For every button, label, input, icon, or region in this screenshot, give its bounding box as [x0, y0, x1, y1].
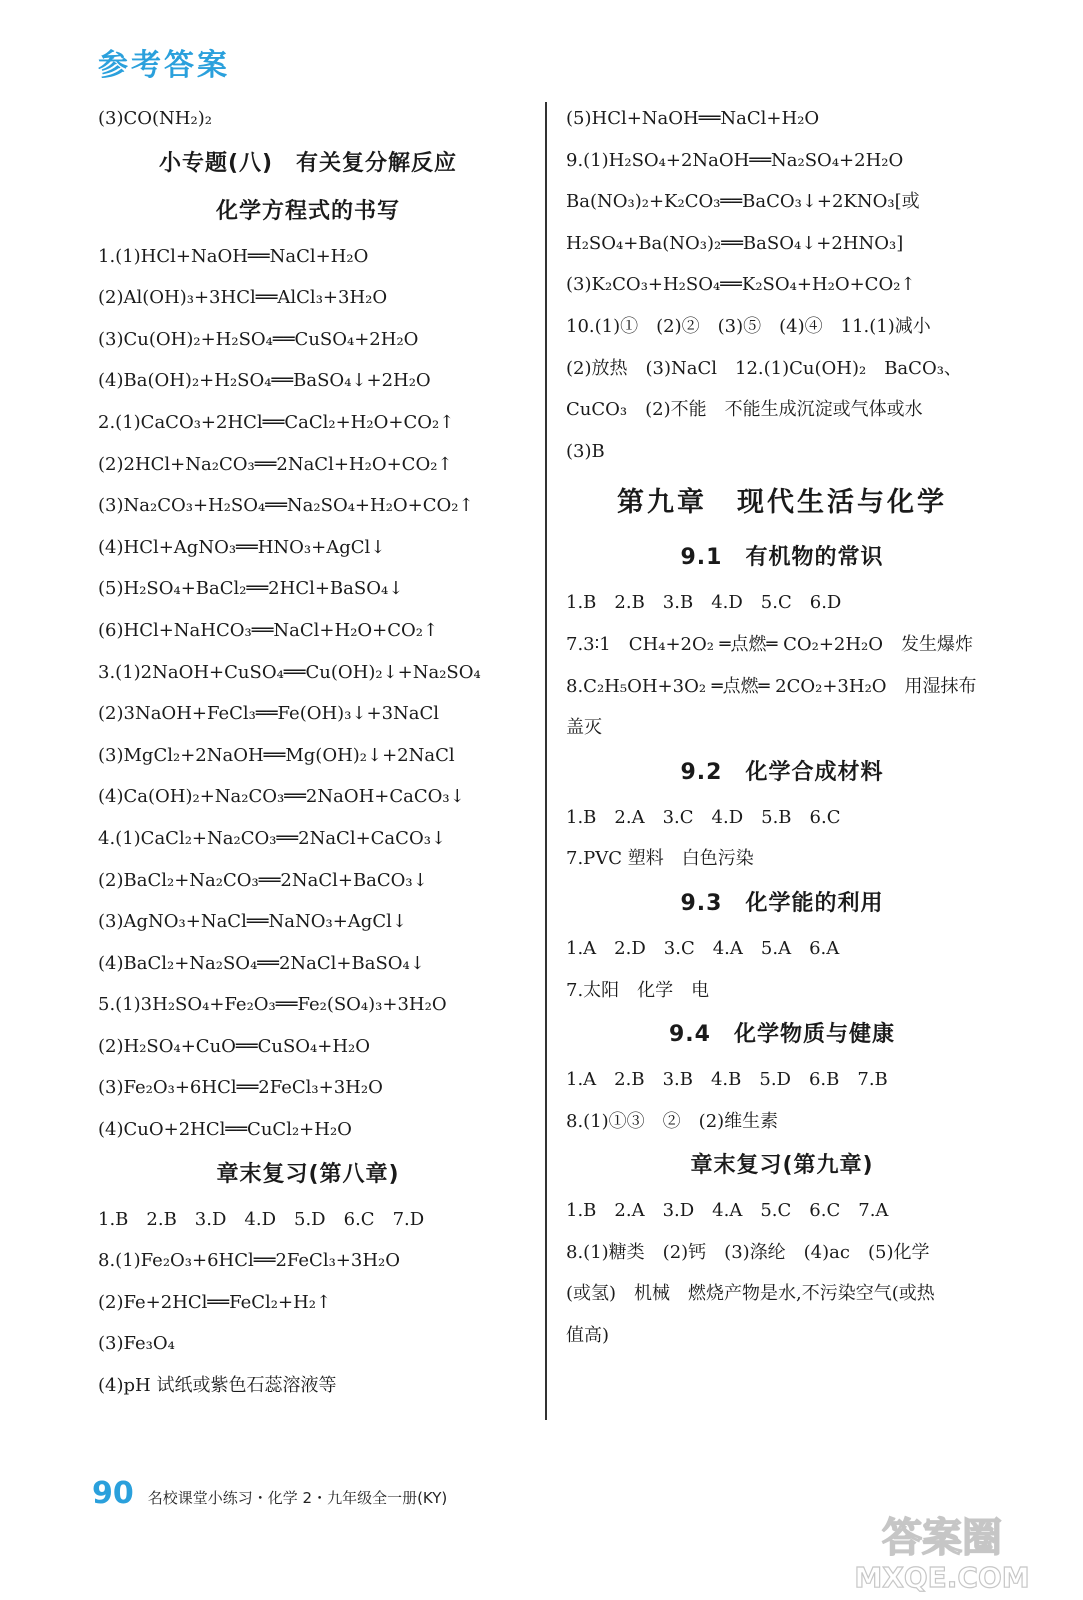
- answer-line: (2)放热 (3)NaCl 12.(1)Cu(OH)₂ BaCO₃、: [566, 357, 962, 379]
- answer-line: (2)BaCl₂+Na₂CO₃══2NaCl+BaCO₃↓: [98, 869, 428, 891]
- answer-line: 1.A 2.D 3.C 4.A 5.A 6.A: [566, 937, 840, 959]
- answer-line: (4)Ca(OH)₂+Na₂CO₃══2NaOH+CaCO₃↓: [98, 786, 465, 808]
- answer-line: 1.B 2.A 3.C 4.D 5.B 6.C: [566, 806, 841, 828]
- answer-line: (4)pH 试纸或紫色石蕊溶液等: [98, 1375, 337, 1397]
- section-heading: 章末复习(第九章): [690, 1153, 874, 1179]
- right-column: [566, 98, 998, 1357]
- chapter-heading: 第九章 现代生活与化学: [617, 487, 947, 519]
- answer-line: 8.(1)①③ ② (2)维生素: [566, 1110, 779, 1132]
- section-heading: 9.2 化学合成材料: [680, 759, 884, 785]
- answer-line: 8.(1)糖类 (2)钙 (3)涤纶 (4)ac (5)化学: [566, 1241, 930, 1263]
- answer-line: (3)Na₂CO₃+H₂SO₄══Na₂SO₄+H₂O+CO₂↑: [98, 495, 474, 517]
- answer-line: (3)CO(NH₂)₂: [98, 108, 212, 129]
- answer-line: 1.A 2.B 3.B 4.B 5.D 6.B 7.B: [566, 1069, 888, 1091]
- answer-line: 1.B 2.A 3.D 4.A 5.C 6.C 7.A: [566, 1200, 889, 1222]
- book-title: 名校课堂小练习・化学 2・九年级全一册(KY): [147, 1489, 448, 1507]
- answer-line: 1.B 2.B 3.D 4.D 5.D 6.C 7.D: [98, 1208, 425, 1230]
- answer-line: (2)Al(OH)₃+3HCl══AlCl₃+3H₂O: [98, 287, 388, 309]
- answer-line: (3)Fe₂O₃+6HCl══2FeCl₃+3H₂O: [98, 1077, 383, 1099]
- answer-line: 1.B 2.B 3.B 4.D 5.C 6.D: [566, 592, 842, 614]
- answer-line: 3.(1)2NaOH+CuSO₄══Cu(OH)₂↓+Na₂SO₄: [98, 661, 481, 683]
- answer-line: 8.C₂H₅OH+3O₂ ═点燃═ 2CO₂+3H₂O 用湿抹布: [566, 675, 977, 697]
- answer-line: (4)BaCl₂+Na₂SO₄══2NaCl+BaSO₄↓: [98, 952, 425, 974]
- page-footer: [92, 1476, 447, 1511]
- answer-line: Ba(NO₃)₂+K₂CO₃══BaCO₃↓+2KNO₃[或: [566, 191, 920, 213]
- answer-line: 1.(1)HCl+NaOH══NaCl+H₂O: [98, 245, 369, 267]
- left-column: [98, 98, 518, 1407]
- answer-line: 4.(1)CaCl₂+Na₂CO₃══2NaCl+CaCO₃↓: [98, 827, 446, 849]
- section-heading: 9.1 有机物的常识: [680, 545, 884, 571]
- answer-line: (4)HCl+AgNO₃══HNO₃+AgCl↓: [98, 536, 386, 558]
- answer-line: CuCO₃ (2)不能 不能生成沉淀或气体或水: [566, 399, 923, 421]
- answer-line: 7.PVC 塑料 白色污染: [566, 848, 754, 870]
- answer-line: 2.(1)CaCO₃+2HCl══CaCl₂+H₂O+CO₂↑: [98, 411, 455, 433]
- answer-line: 7.3∶1 CH₄+2O₂ ═点燃═ CO₂+2H₂O 发生爆炸: [566, 633, 974, 655]
- answer-line: 5.(1)3H₂SO₄+Fe₂O₃══Fe₂(SO₄)₃+3H₂O: [98, 994, 447, 1016]
- section-heading: 章末复习(第八章): [216, 1161, 400, 1187]
- answer-line: 值高): [566, 1325, 610, 1347]
- answer-line: (5)HCl+NaOH══NaCl+H₂O: [566, 108, 820, 129]
- answer-line: (2)2HCl+Na₂CO₃══2NaCl+H₂O+CO₂↑: [98, 453, 453, 475]
- answer-line: (3)MgCl₂+2NaOH══Mg(OH)₂↓+2NaCl: [98, 744, 455, 766]
- answer-line: (或氢) 机械 燃烧产物是水,不污染空气(或热: [566, 1283, 935, 1305]
- answer-line: (6)HCl+NaHCO₃══NaCl+H₂O+CO₂↑: [98, 619, 439, 641]
- watermark-bottom: MXQE.COM: [854, 1561, 1030, 1594]
- answer-line: 9.(1)H₂SO₄+2NaOH══Na₂SO₄+2H₂O: [566, 149, 904, 171]
- answer-line: H₂SO₄+Ba(NO₃)₂══BaSO₄↓+2HNO₃]: [566, 232, 904, 254]
- answer-line: (4)Ba(OH)₂+H₂SO₄══BaSO₄↓+2H₂O: [98, 370, 431, 392]
- column-divider: [545, 102, 547, 1420]
- watermark-top: 答案圈: [882, 1515, 1002, 1561]
- answer-line: (3)K₂CO₃+H₂SO₄══K₂SO₄+H₂O+CO₂↑: [566, 274, 916, 296]
- answer-line: (3)Cu(OH)₂+H₂SO₄══CuSO₄+2H₂O: [98, 328, 419, 350]
- answer-line: (4)CuO+2HCl══CuCl₂+H₂O: [98, 1119, 352, 1141]
- section-heading: 化学方程式的书写: [215, 198, 400, 224]
- answer-line: (2)Fe+2HCl══FeCl₂+H₂↑: [98, 1291, 332, 1313]
- answer-line: 8.(1)Fe₂O₃+6HCl══2FeCl₃+3H₂O: [98, 1250, 401, 1272]
- answer-line: 10.(1)① (2)② (3)⑤ (4)④ 11.(1)减小: [566, 315, 931, 337]
- answer-line: (3)AgNO₃+NaCl══NaNO₃+AgCl↓: [98, 911, 407, 933]
- section-heading: 9.4 化学物质与健康: [669, 1022, 895, 1048]
- section-title: 参考答案: [98, 48, 230, 83]
- answer-line: (2)H₂SO₄+CuO══CuSO₄+H₂O: [98, 1035, 371, 1057]
- answer-line: (5)H₂SO₄+BaCl₂══2HCl+BaSO₄↓: [98, 578, 404, 600]
- section-heading: 9.3 化学能的利用: [680, 890, 884, 916]
- answer-line: 盖灭: [566, 717, 602, 739]
- answer-line: (2)3NaOH+FeCl₃══Fe(OH)₃↓+3NaCl: [98, 703, 440, 725]
- answer-line: (3)Fe₃O₄: [98, 1333, 175, 1355]
- watermark-logo: [835, 1505, 1050, 1595]
- section-heading: 小专题(八) 有关复分解反应: [158, 150, 458, 176]
- page-number: 90: [92, 1476, 134, 1511]
- answer-line: 7.太阳 化学 电: [566, 979, 710, 1001]
- answer-line: (3)B: [566, 440, 605, 462]
